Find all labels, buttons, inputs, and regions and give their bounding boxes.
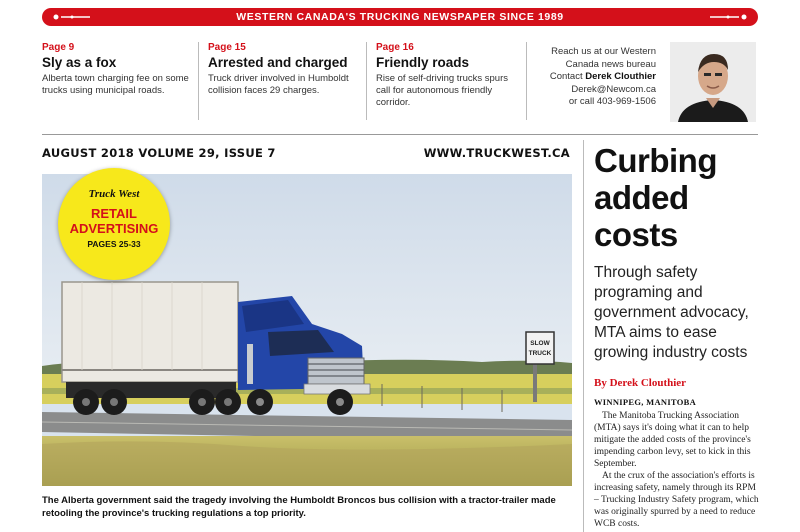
teaser-description: Rise of self-driving trucks spurs call for autonomous friendly corridor.	[376, 73, 508, 108]
reporter-portrait	[670, 42, 756, 122]
article-paragraph: At the crux of the association's efforts is increasing safety, namely through its RPM – Trucking Industry Safety program, which was originally spurred by a need to reduce WCB costs.	[594, 471, 759, 529]
issue-line	[42, 146, 570, 160]
article-deck: Through safety programing and government advocacy, MTA aims to ease growing industry costs	[594, 264, 749, 361]
badge-line-2: ADVERTISING	[69, 221, 159, 236]
contact-person	[532, 71, 656, 84]
teaser-page-label: Page 15	[208, 42, 246, 53]
contact-line: Canada news bureau	[565, 58, 656, 70]
teaser-page-15[interactable]	[208, 42, 358, 122]
article-paragraph: The Manitoba Trucking Association (MTA) says it's doing what it can to help mitigate the added costs of the province's impending carbon levy, set to kick in this September.	[594, 411, 751, 469]
svg-text:SLOW: SLOW	[530, 340, 550, 347]
divider	[526, 42, 527, 120]
badge-line-1: RETAIL	[91, 206, 137, 221]
banner-text: WESTERN CANADA'S TRUCKING NEWSPAPER SINCE 1989	[236, 11, 564, 23]
teaser-page-9[interactable]	[42, 42, 190, 122]
article-dateline: WINNIPEG, MANITOBA	[594, 397, 697, 407]
teaser-page-label: Page 9	[42, 42, 75, 53]
headline-line-1: Curbing	[594, 142, 717, 179]
teaser-headline: Arrested and charged	[208, 55, 348, 70]
teaser-headline: Friendly roads	[376, 55, 470, 70]
teaser-description: Truck driver involved in Humboldt collision faces 29 charges.	[208, 73, 349, 96]
contact-prefix: Contact	[549, 71, 586, 82]
badge-brand: Truck West	[88, 188, 140, 200]
badge-pages: PAGES 25-33	[87, 239, 141, 249]
article-headline	[594, 142, 760, 253]
website-link[interactable]: WWW.TRUCKWEST.CA	[423, 146, 570, 160]
contact-phone: or call 403-969-1506	[568, 96, 656, 107]
photo-caption: The Alberta government said the tragedy involving the Humboldt Broncos bus collision with a tractor-trailer made retooling the province's trucking regulations a top priority.	[42, 495, 556, 519]
header-rule	[42, 134, 758, 135]
ornament-left-icon	[52, 8, 92, 26]
divider	[198, 42, 199, 120]
retail-advertising-badge[interactable]	[58, 168, 170, 280]
svg-text:TRUCK: TRUCK	[528, 350, 552, 357]
teaser-page-16[interactable]	[376, 42, 516, 122]
divider	[366, 42, 367, 120]
ornament-right-icon	[708, 8, 748, 26]
article-body	[594, 410, 760, 530]
contact-name: Derek Clouthier	[585, 71, 656, 82]
teaser-description: Alberta town charging fee on some trucks using municipal roads.	[42, 73, 189, 96]
contact-line: Reach us at our Western	[551, 46, 656, 57]
contact-box	[532, 46, 656, 109]
lead-article[interactable]	[594, 142, 760, 530]
headline-line-2: added costs	[594, 179, 689, 253]
issue-date-volume: AUGUST 2018 VOLUME 29, ISSUE 7	[42, 146, 276, 160]
article-byline: By Derek Clouthier	[594, 377, 687, 389]
masthead-banner	[42, 8, 758, 26]
teaser-headline: Sly as a fox	[42, 55, 117, 70]
contact-email[interactable]: Derek@Newcom.ca	[571, 83, 656, 95]
column-rule	[583, 140, 584, 532]
teaser-page-label: Page 16	[376, 42, 414, 53]
